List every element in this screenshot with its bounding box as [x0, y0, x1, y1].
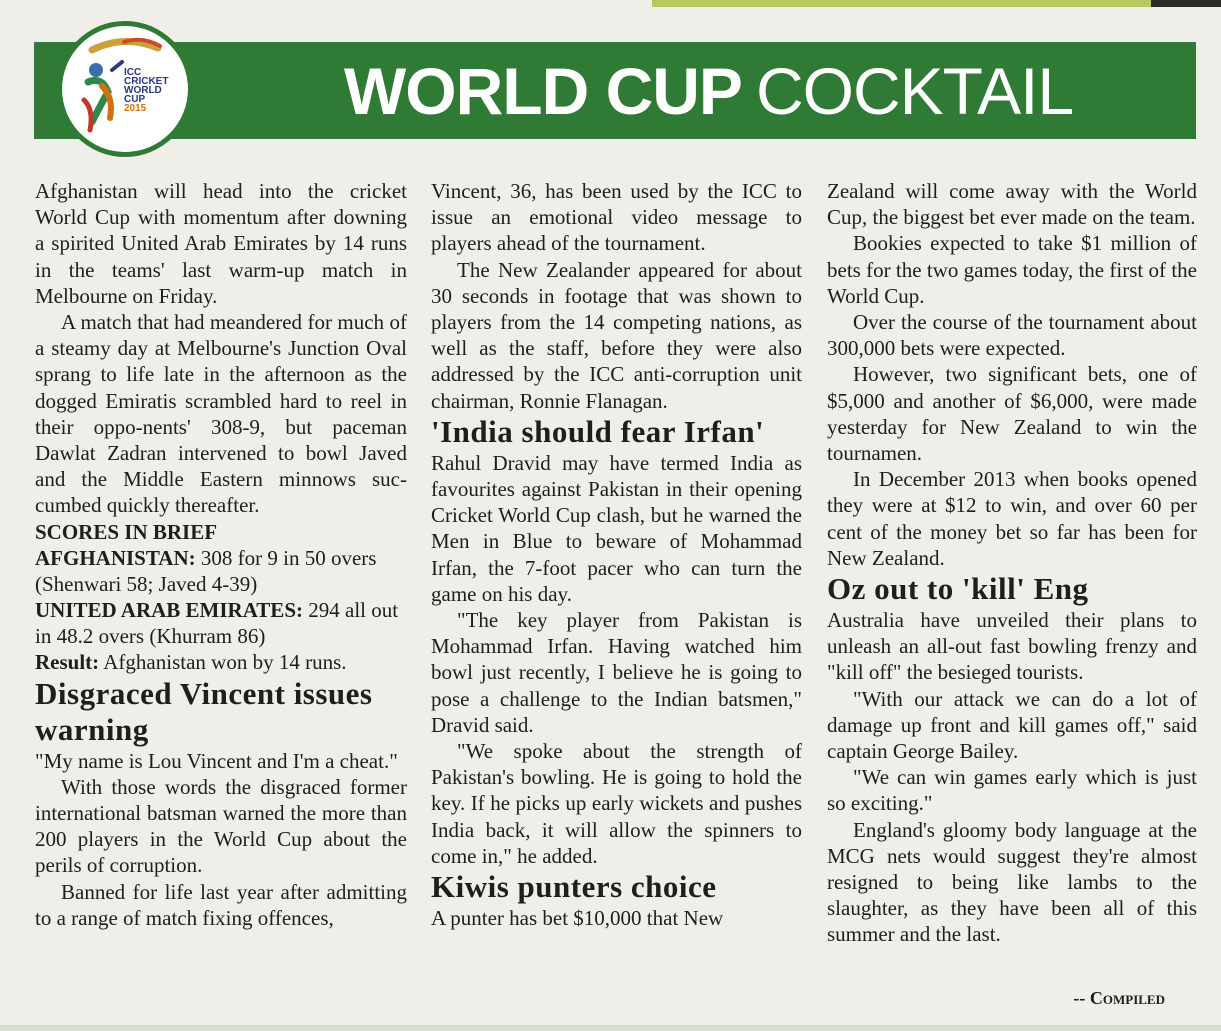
score-team-label: AFGHANISTAN:: [35, 545, 196, 570]
score-team-text: 308 for 9 in 50 overs (Shenwari 58; Javed 4-39): [35, 545, 377, 596]
column-3: [827, 178, 1197, 948]
title-light: COCKTAIL: [755, 54, 1074, 128]
result-line: [35, 649, 407, 675]
article-paragraph: Zealand will come away with the World Cup, the biggest bet ever made on the team.: [827, 179, 1197, 230]
headline-banner: [34, 42, 1196, 139]
article-paragraph: Banned for life last year after admitting to a range of match fixing offences,: [35, 879, 407, 930]
logo-wordmark: [124, 68, 184, 113]
top-color-strip: [652, 0, 1221, 7]
article-paragraph: England's gloomy body language at the MCG nets would suggest they're almost resigned to being like lambs to the slaughter, as they have been all of this summer and the last.: [827, 817, 1197, 947]
article-paragraph: "With our attack we can do a lot of damage up front and kill games off," said captain George Bailey.: [827, 686, 1197, 764]
article-paragraph: The New Zealander appeared for about 30 seconds in footage that was shown to players from the 14 competing nations, as well as the staff, before they were also addressed by the ICC anti-corruption unit chairman, Ronnie Flanagan.: [431, 257, 802, 413]
logo-line-cup: CUP: [124, 94, 146, 105]
scores-heading: SCORES IN BRIEF: [35, 519, 218, 544]
subheading-irfan: 'India should fear Irfan': [431, 413, 765, 449]
score-line-uae: [35, 597, 407, 649]
article-paragraph: Bookies expected to take $1 million of bets for the two games today, the first of the World Cup.: [827, 231, 1197, 308]
article-paragraph: "My name is Lou Vincent and I'm a cheat.": [35, 748, 398, 773]
article-paragraph: With those words the disgraced former international batsman warned the more than 200 players in the World Cup about the perils of corruption.: [35, 774, 407, 878]
article-paragraph: Over the course of the tournament about 300,000 bets were expected.: [827, 310, 1197, 361]
article-paragraph: Vincent, 36, has been used by the ICC to issue an emotional video message to players ahead of the tournament.: [431, 179, 802, 256]
score-team-text: 294 all out in 48.2 overs (Khurram 86): [35, 598, 399, 649]
article-paragraph: "The key player from Pakistan is Mohammad Irfan. Having watched him bowl just recently, I believe he is going to pose a challenge to the Indian batsmen," Dravid said.: [431, 608, 802, 737]
score-team-label: UNITED ARAB EMIRATES:: [35, 598, 303, 623]
article-paragraph: Afghanistan will head into the cricket World Cup with momentum after downing a spirited United Arab Emirates by 14 runs in the teams' last warm-up match in Melbourne on Friday.: [35, 179, 407, 308]
logo-line-world: WORLD: [124, 85, 162, 96]
article-paragraph: Rahul Dravid may have termed India as favourites against Pakistan in their opening Cricket World Cup clash, but he warned the Men in Blue to beware of Mohammad Irfan, the 7-foot pacer who can turn the game on his day.: [431, 450, 802, 606]
world-cup-logo: [62, 26, 188, 152]
article-paragraph: "We spoke about the strength of Pakistan's bowling. He is going to hold the key. If he picks up early wickets and pushes India back, it will allow the spinners to come in," he added.: [431, 739, 802, 868]
result-text: Afghanistan won by 14 runs.: [99, 650, 347, 675]
logo-line-year: 2015: [124, 103, 147, 114]
title-bold: WORLD CUP: [344, 54, 742, 128]
article-paragraph: A match that had meandered for much of a steamy day at Melbourne's Junction Oval sprang to life late in the afternoon as the dogged Emiratis scrambled hard to reel in their oppo-nents' 308-9, but paceman Dawlat Zadran intervened to bowl Javed and the Middle Eastern minnows suc-cumbed quickly thereafter.: [35, 310, 407, 518]
article-paragraph: Australia have unveiled their plans to unleash an all-out fast bowling frenzy and "kill off" the besieged tourists.: [827, 608, 1197, 685]
page-title: [344, 46, 1073, 136]
bottom-divider: [0, 1025, 1221, 1031]
subheading-kiwis: Kiwis punters choice: [431, 869, 717, 905]
byline-credit: -- Compiled: [1073, 988, 1165, 1008]
logo-line-icc: ICC: [124, 67, 142, 78]
score-line-afghanistan: [35, 545, 407, 597]
article-paragraph: In December 2013 when books opened they were at $12 to win, and over 60 per cent of the money bet so far has been for New Zealand.: [827, 467, 1197, 570]
article-paragraph: "We can win games early which is just so exciting.": [827, 765, 1197, 816]
article-paragraph: A punter has bet $10,000 that New: [431, 906, 724, 931]
column-1: [35, 178, 407, 931]
logo-line-cricket: CRICKET: [124, 76, 169, 87]
subheading-oz: Oz out to 'kill' Eng: [827, 571, 1089, 607]
subheading-vincent: Disgraced Vincent issues warning: [35, 675, 373, 747]
article-paragraph: However, two significant bets, one of $5,000 and another of $6,000, were made yesterday for New Zealand to win the tournamen.: [827, 362, 1197, 466]
result-label: Result:: [35, 650, 100, 675]
column-2: [431, 178, 802, 931]
